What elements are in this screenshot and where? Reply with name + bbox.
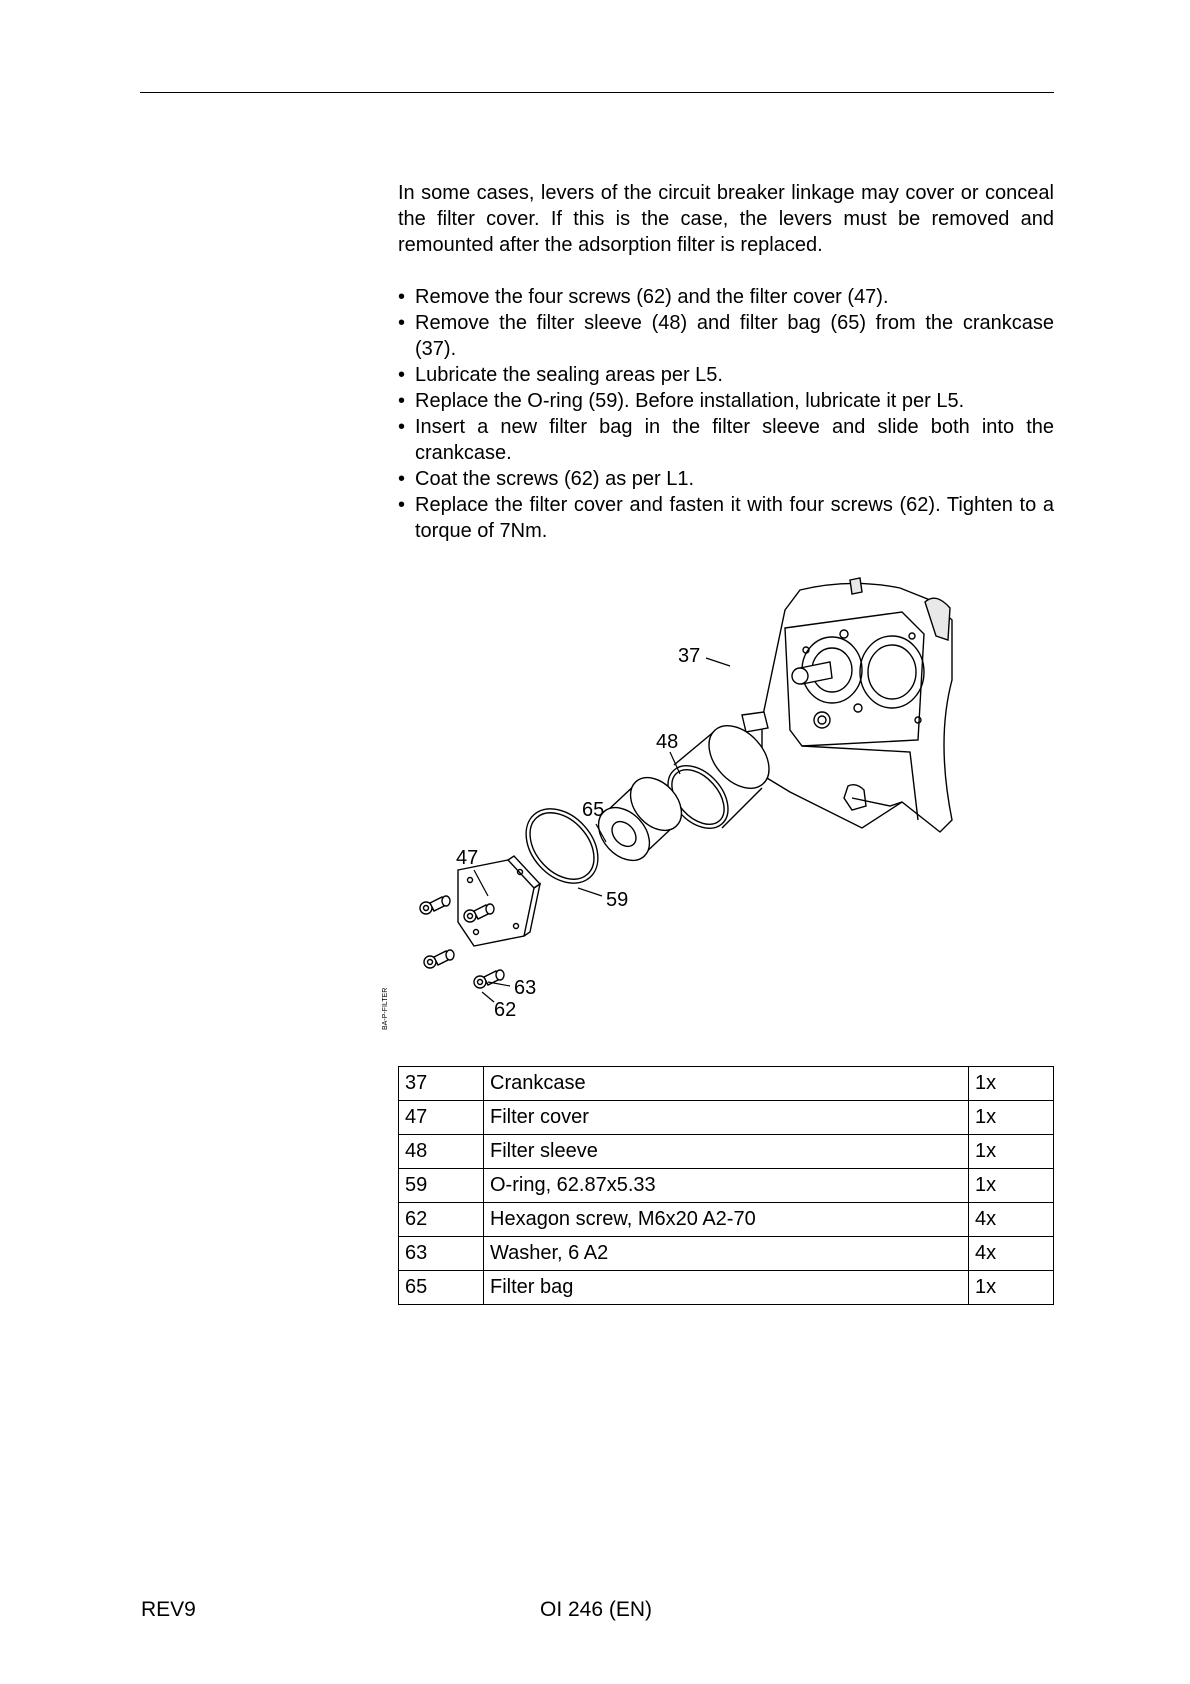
- callout-37: 37: [678, 645, 701, 667]
- step-item: [398, 284, 1054, 310]
- callout-63: 63: [514, 977, 537, 999]
- part-quantity: 1x: [969, 1101, 1054, 1135]
- procedure-steps: [398, 284, 1054, 544]
- footer-revision: REV9: [141, 1598, 196, 1621]
- part-number: 63: [399, 1237, 484, 1271]
- callout-59: 59: [606, 889, 629, 911]
- figure-code: BA-P-FILTER: [382, 987, 389, 1030]
- table-row: [399, 1271, 1054, 1305]
- part-description: O-ring, 62.87x5.33: [484, 1169, 969, 1203]
- step-item: [398, 388, 1054, 414]
- table-row: [399, 1067, 1054, 1101]
- table-row: [399, 1169, 1054, 1203]
- part-description: Hexagon screw, M6x20 A2-70: [484, 1203, 969, 1237]
- bullet-icon: •: [398, 494, 406, 516]
- part-description: Washer, 6 A2: [484, 1237, 969, 1271]
- step-text: Coat the screws (62) as per L1.: [415, 468, 695, 490]
- part-number: 65: [399, 1271, 484, 1305]
- part-number: 48: [399, 1135, 484, 1169]
- step-item: [398, 492, 1054, 544]
- part-quantity: 1x: [969, 1169, 1054, 1203]
- header-rule: [140, 92, 1054, 93]
- callout-62: 62: [494, 999, 517, 1021]
- part-number: 59: [399, 1169, 484, 1203]
- filter-cover-drawing: [458, 856, 540, 946]
- bullet-icon: •: [398, 312, 406, 334]
- part-description: Filter bag: [484, 1271, 969, 1305]
- step-text: Replace the O-ring (59). Before installation, lubricate it per L5.: [415, 390, 965, 412]
- callout-48: 48: [656, 731, 679, 753]
- part-number: 37: [399, 1067, 484, 1101]
- part-quantity: 4x: [969, 1237, 1054, 1271]
- intro-paragraph: In some cases, levers of the circuit breaker linkage may cover or conceal the filter cover. If this is the case, the levers must be removed and remounted after the adsorption filter is replaced.: [398, 182, 1054, 256]
- part-number: 47: [399, 1101, 484, 1135]
- step-text: Replace the filter cover and fasten it with four screws (62). Tighten to a torque of 7Nm.: [415, 494, 1054, 542]
- footer-document-id: OI 246 (EN): [540, 1598, 653, 1621]
- part-quantity: 1x: [969, 1067, 1054, 1101]
- crankcase-drawing: [742, 578, 952, 832]
- parts-table: [398, 1066, 1054, 1305]
- table-row: [399, 1203, 1054, 1237]
- bullet-icon: •: [398, 286, 406, 308]
- part-number: 62: [399, 1203, 484, 1237]
- part-quantity: 1x: [969, 1271, 1054, 1305]
- bullet-icon: •: [398, 364, 406, 386]
- table-row: [399, 1101, 1054, 1135]
- step-text: Remove the filter sleeve (48) and filter bag (65) from the crankcase (37).: [415, 312, 1054, 360]
- exploded-view-drawing: [370, 570, 1010, 1050]
- exploded-view-figure: [370, 570, 1010, 1050]
- step-item: [398, 362, 1054, 388]
- callout-65: 65: [582, 799, 605, 821]
- bullet-icon: •: [398, 468, 406, 490]
- callout-47: 47: [456, 847, 479, 869]
- step-item: [398, 310, 1054, 362]
- step-text: Lubricate the sealing areas per L5.: [415, 364, 723, 386]
- step-item: [398, 414, 1054, 466]
- part-description: Crankcase: [484, 1067, 969, 1101]
- step-item: [398, 466, 1054, 492]
- bullet-icon: •: [398, 390, 406, 412]
- bullet-icon: •: [398, 416, 406, 438]
- step-text: Insert a new filter bag in the filter sleeve and slide both into the crankcase.: [415, 416, 1054, 464]
- part-description: Filter sleeve: [484, 1135, 969, 1169]
- table-row: [399, 1237, 1054, 1271]
- part-quantity: 4x: [969, 1203, 1054, 1237]
- step-text: Remove the four screws (62) and the filter cover (47).: [415, 286, 889, 308]
- part-quantity: 1x: [969, 1135, 1054, 1169]
- table-row: [399, 1135, 1054, 1169]
- part-description: Filter cover: [484, 1101, 969, 1135]
